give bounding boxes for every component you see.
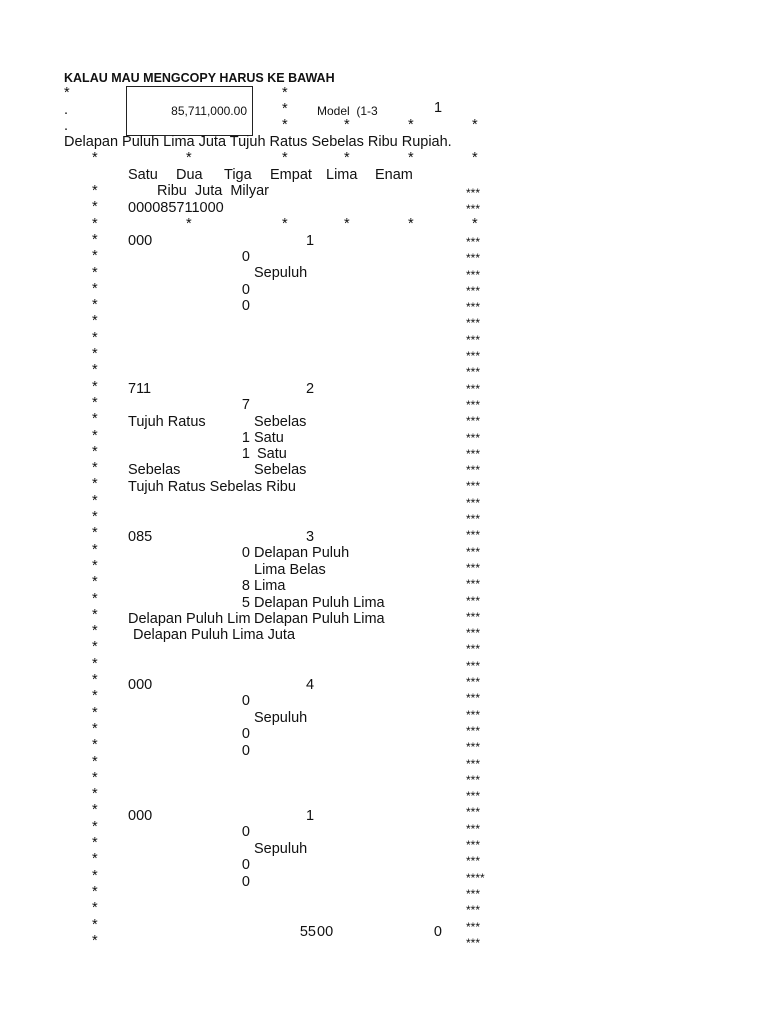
triple-star-mark: *** xyxy=(466,920,481,934)
triple-star-mark: *** xyxy=(466,610,481,624)
triple-star-mark: *** xyxy=(466,431,481,445)
star-mark: * xyxy=(92,802,98,818)
group-phrase: Tujuh Ratus Sebelas Ribu xyxy=(128,479,296,495)
group-index: 3 xyxy=(306,529,315,545)
triple-star-mark: *** xyxy=(466,887,481,901)
star-mark: * xyxy=(92,428,98,444)
model-label: Model (1-3 xyxy=(317,104,378,118)
unit-word: Satu xyxy=(128,167,158,183)
triple-star-mark: *** xyxy=(466,251,481,265)
group-word: Sepuluh xyxy=(254,265,308,281)
star-mark: * xyxy=(92,558,98,574)
footer-value: 0 xyxy=(433,924,442,940)
star-mark: * xyxy=(282,101,288,117)
group-word: Sepuluh xyxy=(254,841,308,857)
triple-star-mark: *** xyxy=(466,854,481,868)
star-mark: * xyxy=(92,493,98,509)
star-mark: * xyxy=(92,395,98,411)
star-mark: * xyxy=(64,85,70,101)
group-digit: 7 xyxy=(241,397,250,413)
triple-star-mark: *** xyxy=(466,626,481,640)
digit-string: 000085711000 xyxy=(128,200,224,216)
star-mark: * xyxy=(472,117,478,133)
star-mark: * xyxy=(92,574,98,590)
triple-star-mark: *** xyxy=(466,822,481,836)
star-mark: * xyxy=(282,216,288,232)
group-word: Sepuluh xyxy=(254,710,308,726)
star-mark: * xyxy=(408,216,414,232)
triple-star-mark: *** xyxy=(466,642,481,656)
model-value: 1 xyxy=(434,100,443,116)
triple-star-mark: *** xyxy=(466,805,481,819)
triple-star-mark: *** xyxy=(466,757,481,771)
unit-word: Dua xyxy=(176,167,203,183)
group-index: 2 xyxy=(306,381,315,397)
star-mark: * xyxy=(92,656,98,672)
group-word: Sebelas xyxy=(254,462,307,478)
star-mark: * xyxy=(92,623,98,639)
star-mark: * xyxy=(92,672,98,688)
group-digit: 0 xyxy=(241,857,250,873)
star-mark: * xyxy=(408,150,414,166)
triple-star-mark: *** xyxy=(466,512,481,526)
triple-star-mark: *** xyxy=(466,789,481,803)
star-mark: * xyxy=(92,737,98,753)
triple-star-mark: *** xyxy=(466,333,481,347)
triple-star-mark: *** xyxy=(466,479,481,493)
triple-star-mark: *** xyxy=(466,708,481,722)
group-word: Lima xyxy=(254,578,286,594)
triple-star-mark: *** xyxy=(466,316,481,330)
star-mark: * xyxy=(472,150,478,166)
star-mark: * xyxy=(92,248,98,264)
star-mark: * xyxy=(92,525,98,541)
group-digits: 000 xyxy=(128,808,153,824)
triple-star-mark: *** xyxy=(466,382,481,396)
star-mark: * xyxy=(92,591,98,607)
star-mark: * xyxy=(92,754,98,770)
star-mark: * xyxy=(186,150,192,166)
star-mark: * xyxy=(92,721,98,737)
scale-words: Ribu Juta Milyar xyxy=(157,183,270,199)
group-word: Delapan Puluh xyxy=(254,545,350,561)
group-digit: 8 xyxy=(241,578,250,594)
triple-star-mark: *** xyxy=(466,594,481,608)
triple-star-mark: *** xyxy=(466,936,481,950)
group-digit: 5 xyxy=(241,595,250,611)
triple-star-mark: **** xyxy=(466,871,485,885)
group-digits: 000 xyxy=(128,233,153,249)
star-mark: * xyxy=(92,313,98,329)
group-index: 4 xyxy=(306,677,315,693)
star-mark: * xyxy=(92,900,98,916)
star-mark: * xyxy=(92,819,98,835)
star-mark: * xyxy=(472,216,478,232)
unit-word: Empat xyxy=(270,167,312,183)
star-mark: * xyxy=(92,705,98,721)
star-mark: * xyxy=(92,265,98,281)
group-digit: 0 xyxy=(241,693,250,709)
group-digit: 0 xyxy=(241,726,250,742)
triple-star-mark: *** xyxy=(466,838,481,852)
group-word: Sebelas xyxy=(254,414,307,430)
triple-star-mark: *** xyxy=(466,284,481,298)
star-mark: * xyxy=(92,476,98,492)
unit-word: Lima xyxy=(326,167,358,183)
triple-star-mark: *** xyxy=(466,903,481,917)
group-digits: 711 xyxy=(128,381,152,397)
spelled-total: Delapan Puluh Lima Juta Tujuh Ratus Sebelas Ribu Rupiah. xyxy=(64,134,452,150)
star-mark: * xyxy=(92,411,98,427)
group-digit: 0 xyxy=(241,824,250,840)
star-mark: * xyxy=(344,150,350,166)
triple-star-mark: *** xyxy=(466,300,481,314)
group-word: Sebelas xyxy=(128,462,181,478)
triple-star-mark: *** xyxy=(466,447,481,461)
triple-star-mark: *** xyxy=(466,398,481,412)
group-digit: 0 xyxy=(241,249,250,265)
triple-star-mark: *** xyxy=(466,365,481,379)
dot-mark: . xyxy=(64,118,69,134)
star-mark: * xyxy=(186,216,192,232)
star-mark: * xyxy=(408,117,414,133)
triple-star-mark: *** xyxy=(466,414,481,428)
group-word: Satu xyxy=(254,430,284,446)
star-mark: * xyxy=(92,460,98,476)
triple-star-mark: *** xyxy=(466,268,481,282)
star-mark: * xyxy=(92,216,98,232)
star-mark: * xyxy=(92,851,98,867)
triple-star-mark: *** xyxy=(466,186,481,200)
amount-value: 85,711,000.00 xyxy=(171,104,247,118)
star-mark: * xyxy=(282,85,288,101)
footer-value: 00 xyxy=(317,924,334,940)
star-mark: * xyxy=(92,884,98,900)
footer-value: 55 xyxy=(299,924,316,940)
triple-star-mark: *** xyxy=(466,545,481,559)
star-mark: * xyxy=(92,444,98,460)
triple-star-mark: *** xyxy=(466,691,481,705)
group-digit: 0 xyxy=(241,298,250,314)
triple-star-mark: *** xyxy=(466,463,481,477)
triple-star-mark: *** xyxy=(466,659,481,673)
triple-star-mark: *** xyxy=(466,577,481,591)
triple-star-mark: *** xyxy=(466,496,481,510)
group-digit: 0 xyxy=(241,545,250,561)
dot-mark: . xyxy=(64,102,69,118)
group-word: Delapan Puluh Lima xyxy=(254,611,385,627)
group-word: Tujuh Ratus xyxy=(128,414,206,430)
triple-star-mark: *** xyxy=(466,202,481,216)
group-word: Lima Belas xyxy=(254,562,326,578)
group-digits: 000 xyxy=(128,677,153,693)
group-index: 1 xyxy=(306,233,315,249)
group-word: Satu xyxy=(257,446,287,462)
star-mark: * xyxy=(92,933,98,949)
star-mark: * xyxy=(282,150,288,166)
group-digit: 0 xyxy=(241,282,250,298)
group-word: Delapan Puluh Lima xyxy=(254,595,385,611)
unit-word: Enam xyxy=(375,167,413,183)
group-index: 1 xyxy=(306,808,315,824)
triple-star-mark: *** xyxy=(466,528,481,542)
star-mark: * xyxy=(92,232,98,248)
star-mark: * xyxy=(92,835,98,851)
triple-star-mark: *** xyxy=(466,235,481,249)
star-mark: * xyxy=(92,607,98,623)
star-mark: * xyxy=(92,509,98,525)
star-mark: * xyxy=(92,199,98,215)
star-mark: * xyxy=(92,786,98,802)
page-title: KALAU MAU MENGCOPY HARUS KE BAWAH xyxy=(64,71,335,85)
unit-word: Tiga xyxy=(224,167,252,183)
star-mark: * xyxy=(92,379,98,395)
star-mark: * xyxy=(282,117,288,133)
triple-star-mark: *** xyxy=(466,561,481,575)
star-mark: * xyxy=(92,330,98,346)
star-mark: * xyxy=(92,297,98,313)
triple-star-mark: *** xyxy=(466,773,481,787)
group-digit: 0 xyxy=(241,743,250,759)
star-mark: * xyxy=(92,183,98,199)
star-mark: * xyxy=(344,216,350,232)
triple-star-mark: *** xyxy=(466,349,481,363)
star-mark: * xyxy=(92,362,98,378)
group-digits: 085 xyxy=(128,529,153,545)
group-word: Delapan Puluh Lim xyxy=(128,611,251,627)
star-mark: * xyxy=(92,868,98,884)
star-mark: * xyxy=(92,688,98,704)
group-digit: 1 xyxy=(241,446,250,462)
star-mark: * xyxy=(92,639,98,655)
star-mark: * xyxy=(92,346,98,362)
group-digit: 1 xyxy=(241,430,250,446)
star-mark: * xyxy=(92,770,98,786)
group-phrase: Delapan Puluh Lima Juta xyxy=(133,627,296,643)
star-mark: * xyxy=(92,281,98,297)
triple-star-mark: *** xyxy=(466,724,481,738)
star-mark: * xyxy=(92,542,98,558)
star-mark: * xyxy=(92,917,98,933)
star-mark: * xyxy=(344,117,350,133)
star-mark: * xyxy=(92,150,98,166)
triple-star-mark: *** xyxy=(466,740,481,754)
group-digit: 0 xyxy=(241,874,250,890)
triple-star-mark: *** xyxy=(466,675,481,689)
